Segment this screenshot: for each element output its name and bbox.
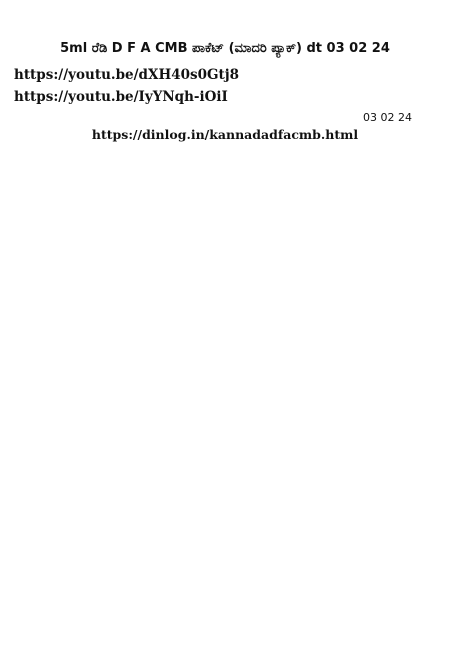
website-link[interactable]: https://dinlog.in/kannadadfacmb.html: [91, 127, 359, 142]
youtube-link-1[interactable]: https://youtu.be/dXH40s0Gtj8: [14, 67, 240, 83]
document-title: 5ml ರೆಡಿ D F A CMB ಪಾಕೆಟ್ (ಮಾದರಿ ಪ್ಯಾಕ್) dt 03 02 24: [60, 41, 390, 56]
website-footer: [14, 126, 436, 144]
youtube-link-2[interactable]: https://youtu.be/IyYNqh-iOiI: [14, 89, 228, 105]
document-date: 03 02 24: [363, 111, 412, 124]
